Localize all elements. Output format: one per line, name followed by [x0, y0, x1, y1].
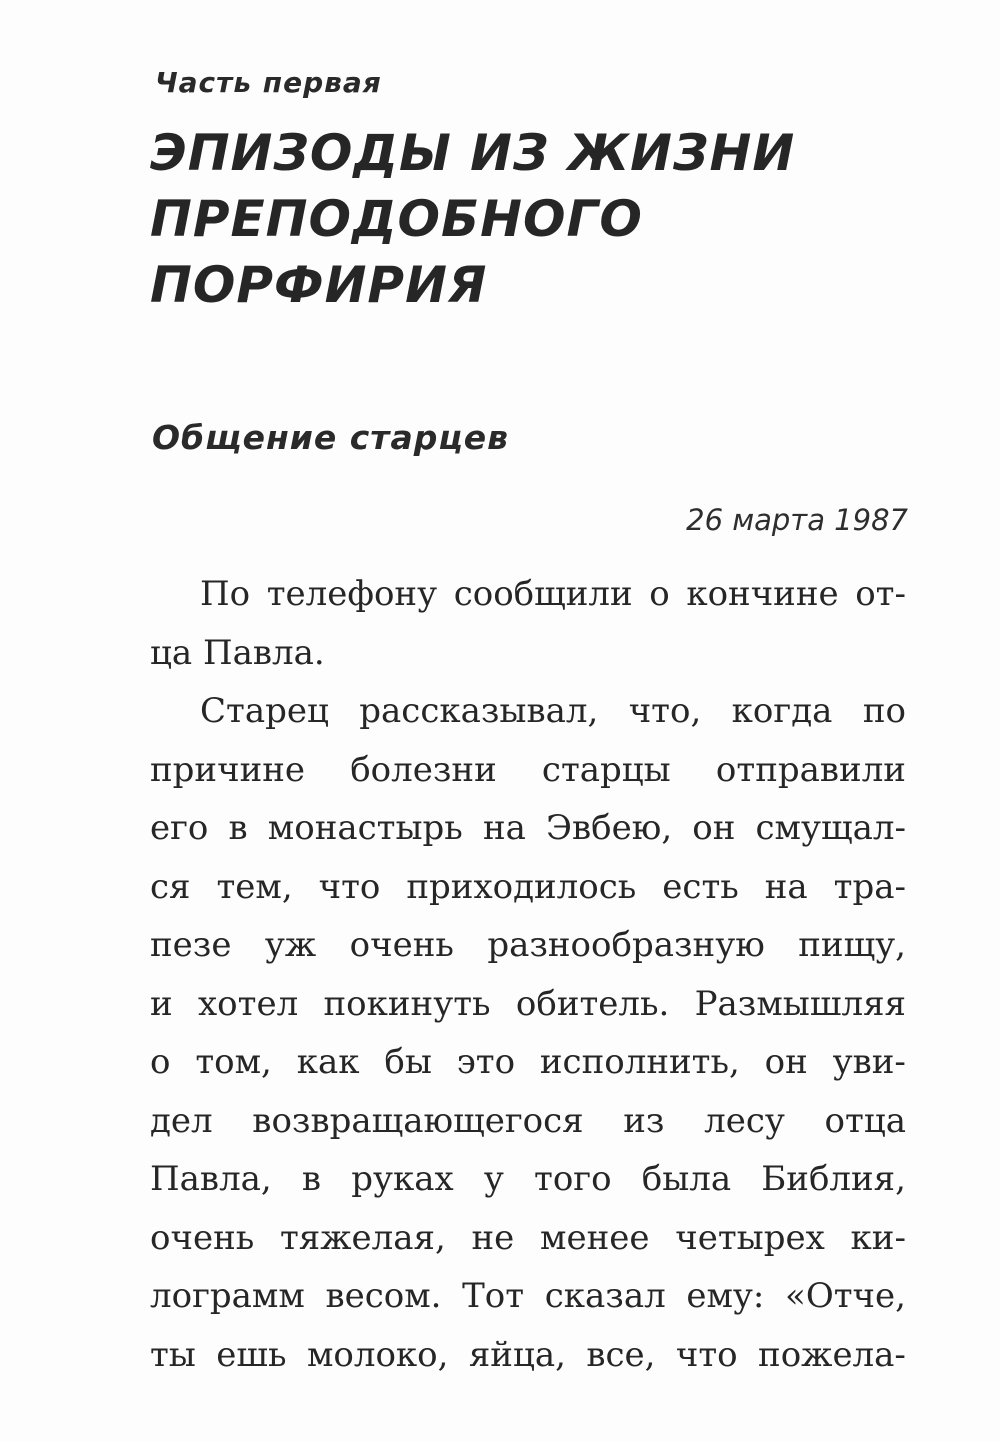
- text-line: причине болезни старцы отправили: [150, 749, 906, 790]
- text-line: пезе уж очень разнообразную пищу,: [150, 925, 906, 965]
- part-label: Часть первая: [155, 66, 382, 99]
- paragraph: [150, 565, 906, 682]
- section-title: Общение старцев: [152, 418, 510, 457]
- text-line: ца Павла.: [150, 632, 325, 673]
- text-line: По телефону сообщили о кончине от-: [200, 574, 906, 614]
- entry-date: 26 марта 1987: [686, 503, 908, 537]
- text-line: лограмм весом. Тот сказал ему: «Отче,: [150, 1276, 906, 1316]
- text-line: ты ешь молоко, яйца, все, что пожела-: [150, 1334, 906, 1375]
- text-line: ся тем, что приходилось есть на тра-: [150, 866, 906, 907]
- part-title-line: ПРЕПОДОБНОГО ПОРФИРИЯ: [150, 190, 643, 314]
- part-title: [150, 120, 930, 318]
- text-line: его в монастырь на Эвбею, он смущал-: [150, 808, 906, 848]
- text-line: Старец рассказывал, что, когда по: [200, 691, 906, 731]
- text-line: очень тяжелая, не менее четырех ки-: [150, 1217, 906, 1258]
- body-text: [150, 565, 906, 1384]
- part-title-line: ЭПИЗОДЫ ИЗ ЖИЗНИ: [150, 124, 796, 182]
- text-line: Павла, в руках у того была Библия,: [150, 1159, 906, 1199]
- text-line: о том, как бы это исполнить, он уви-: [150, 1042, 906, 1082]
- text-line: и хотел покинуть обитель. Размышляя: [150, 983, 906, 1024]
- paragraph: [150, 682, 906, 1384]
- text-line: дел возвращающегося из лесу отца: [150, 1100, 906, 1141]
